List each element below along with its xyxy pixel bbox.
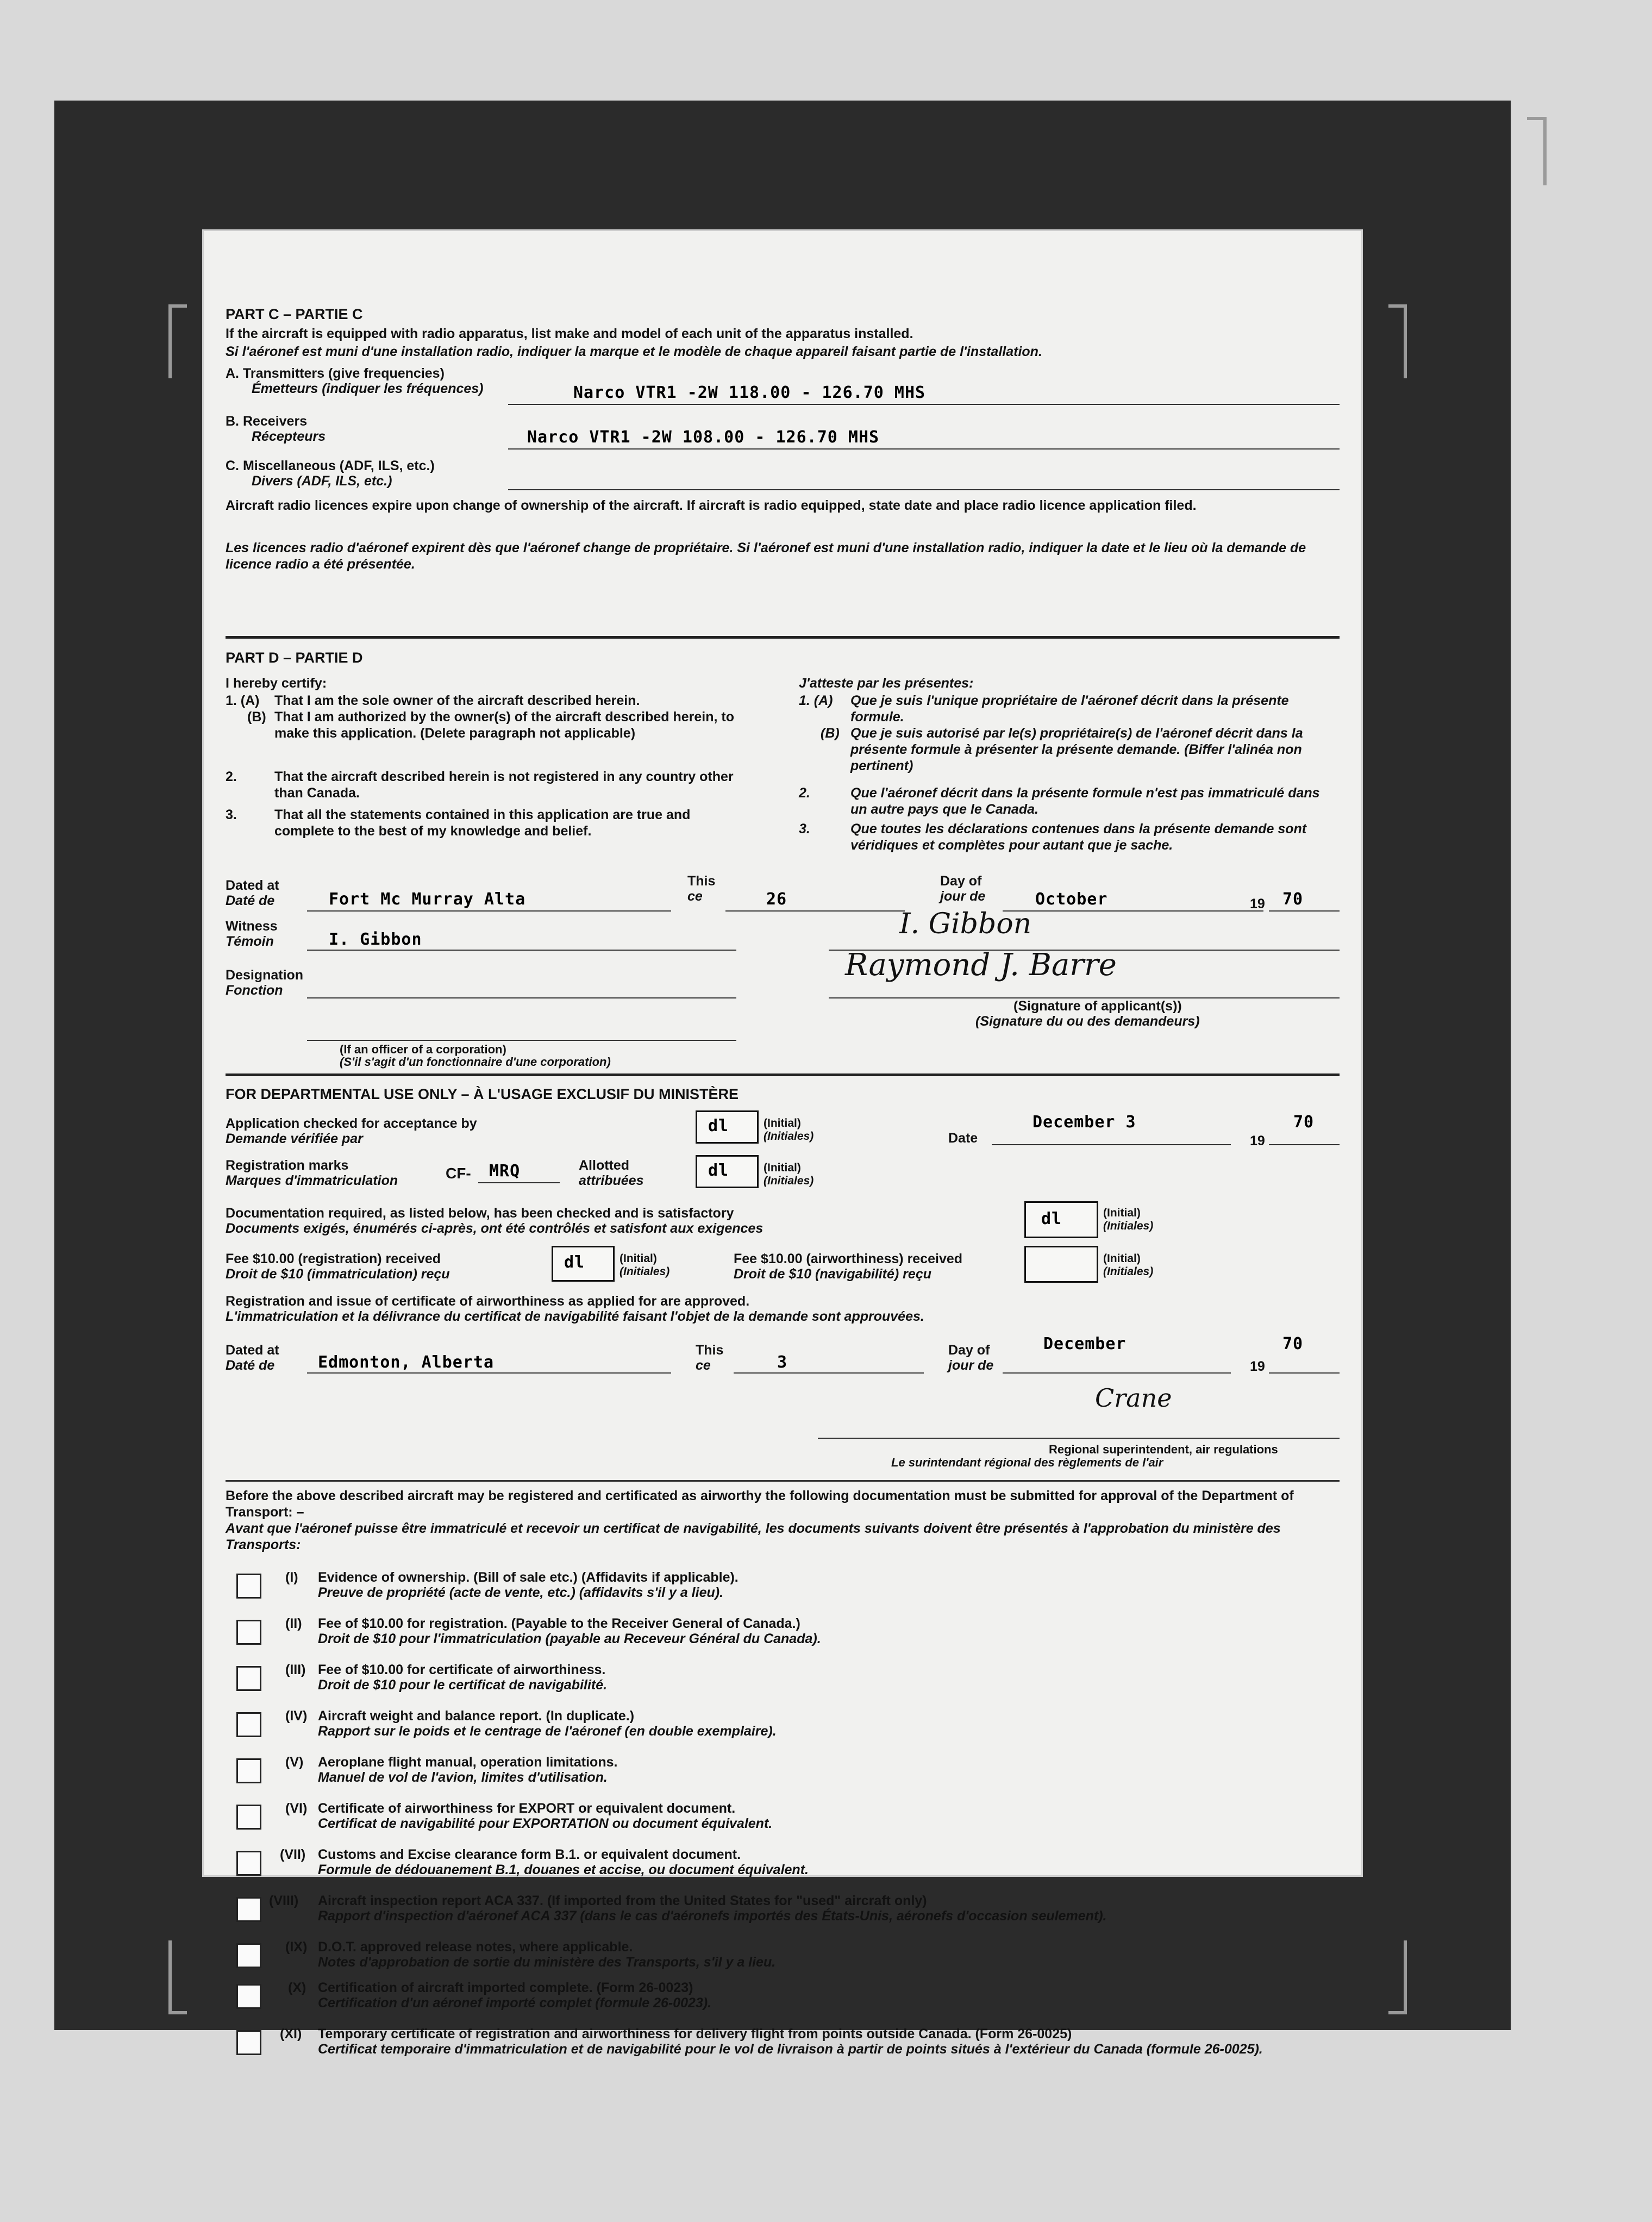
transmitters-label-en: A. Transmitters (give frequencies)	[226, 366, 445, 381]
doc-item-3-fr: Droit de $10 pour le certificat de navigabilité.	[318, 1677, 608, 1693]
doc-item-4-fr: Rapport sur le poids et le centrage de l'aéronef (en double exemplaire).	[318, 1724, 777, 1739]
doc-checkbox-4[interactable]	[236, 1712, 261, 1737]
witness-signature: I. Gibbon	[899, 908, 1032, 940]
dept-this-line	[734, 1372, 924, 1374]
superintendent-line	[818, 1438, 1340, 1439]
doc-item-9-num: (IX)	[285, 1939, 308, 1955]
doc-item-4-num: (IV)	[285, 1708, 308, 1724]
fee-reg-initial-value: dl	[564, 1253, 585, 1272]
officer-note-en: (If an officer of a corporation)	[340, 1043, 506, 1056]
certify-fr: J'atteste par les présentes:	[799, 676, 974, 691]
doc-req-en: Documentation required, as listed below, has been checked and is satisfactory	[226, 1206, 734, 1221]
corner-mark-top-left	[168, 304, 187, 378]
certify-en: I hereby certify:	[226, 676, 327, 691]
allotted-label-en: Allotted	[579, 1158, 630, 1173]
corner-mark-top-right	[1388, 304, 1407, 378]
reg-marks-label-fr: Marques d'immatriculation	[226, 1173, 398, 1188]
pd-year-value: 70	[1282, 890, 1304, 909]
cert-en-1b-text: That I am authorized by the owner(s) of the aircraft described herein, to make this application. (Delete paragraph not applicable)	[274, 709, 734, 741]
receivers-label-fr: Récepteurs	[252, 429, 326, 444]
fee-reg-en: Fee $10.00 (registration) received	[226, 1251, 441, 1266]
superintendent-en: Regional superintendent, air regulations	[1049, 1443, 1278, 1456]
pd-month-line	[1003, 910, 1263, 912]
dept-year-line	[1269, 1372, 1340, 1374]
doc-item-11-en: Temporary certificate of registration and airworthiness for delivery flight from points outside Canada. (Form 26-0025)	[318, 2026, 1072, 2042]
checked-initial-fr: (Initiales)	[764, 1130, 814, 1143]
dept-this-value: 3	[777, 1353, 788, 1372]
date-label: Date	[948, 1131, 978, 1146]
transmitters-line	[508, 404, 1340, 405]
officer-line	[307, 1040, 736, 1041]
superintendent-fr: Le surintendant régional des règlements de l'air	[891, 1456, 1163, 1469]
part-c-heading: PART C – PARTIE C	[226, 306, 363, 322]
date-value: December 3	[1032, 1113, 1136, 1132]
allotted-label-fr: attribuées	[579, 1173, 644, 1188]
checked-initial-value: dl	[708, 1116, 729, 1135]
pd-dated-at-fr: Daté de	[226, 893, 275, 908]
receivers-label-en: B. Receivers	[226, 414, 308, 429]
date-line	[992, 1144, 1231, 1145]
docs-intro-en: Before the above described aircraft may be registered and certificated as airworthy the following documentation must be submitted for approval of the Department of Transport: –	[226, 1488, 1294, 1520]
pd-this-line	[725, 910, 905, 912]
doc-item-6-en: Certificate of airworthiness for EXPORT or equivalent document.	[318, 1801, 736, 1816]
doc-item-1-en: Evidence of ownership. (Bill of sale etc.) (Affidavits if applicable).	[318, 1570, 739, 1585]
doc-item-5-en: Aeroplane flight manual, operation limitations.	[318, 1755, 618, 1770]
doc-initial-box	[1024, 1201, 1098, 1238]
dept-month-line	[1003, 1372, 1231, 1374]
allotted-initial-box	[696, 1155, 759, 1188]
cert-fr-2-num: 2.	[799, 785, 810, 801]
doc-checkbox-7[interactable]	[236, 1851, 261, 1876]
dept-this-fr: ce	[696, 1358, 711, 1373]
corner-mark-bottom-left	[168, 1940, 187, 2014]
cert-fr-3-num: 3.	[799, 821, 810, 837]
doc-item-7-fr: Formule de dédouanement B.1, douanes et accise, ou document équivalent.	[318, 1862, 809, 1877]
doc-item-10-en: Certification of aircraft imported complete. (Form 26-0023)	[318, 1980, 693, 1995]
applicant-sig-caption-fr: (Signature du ou des demandeurs)	[975, 1014, 1200, 1029]
fee-reg-initial-box	[552, 1246, 615, 1282]
pd-dated-at-line	[307, 910, 671, 912]
checked-initial-box	[696, 1110, 759, 1144]
doc-item-7-en: Customs and Excise clearance form B.1. or equivalent document.	[318, 1847, 741, 1862]
dept-this-en: This	[696, 1343, 724, 1358]
pd-year-prefix: 19	[1250, 896, 1265, 912]
doc-item-4-en: Aircraft weight and balance report. (In duplicate.)	[318, 1708, 635, 1724]
fee-air-en: Fee $10.00 (airworthiness) received	[734, 1251, 963, 1266]
pd-this-en: This	[687, 873, 716, 889]
cf-prefix: CF-	[446, 1165, 471, 1182]
pd-this-value: 26	[766, 890, 787, 909]
doc-initial-en: (Initial)	[1103, 1207, 1141, 1219]
approved-fr: L'immatriculation et la délivrance du certificat de navigabilité faisant l'objet de la demande sont approuvées.	[226, 1309, 924, 1324]
designation-line	[307, 997, 736, 998]
cert-en-2-text: That the aircraft described herein is not registered in any country other than Canada.	[274, 769, 734, 801]
cert-fr-1a-num: 1. (A)	[799, 693, 833, 708]
cert-en-1b-num: (B)	[247, 709, 266, 725]
doc-checkbox-5[interactable]	[236, 1758, 261, 1783]
cert-fr-1b-text: Que je suis autorisé par le(s) propriétaire(s) de l'aéronef décrit dans la présente formule à présenter la présente demande. (Biffer l'alinéa non pertinent)	[850, 726, 1303, 773]
designation-label-en: Designation	[226, 968, 304, 983]
cert-en-3-text: That all the statements contained in this application are true and complete to the best of my knowledge and belief.	[274, 807, 691, 839]
doc-item-8-num: (VIII)	[269, 1893, 299, 1908]
doc-checkbox-11[interactable]	[236, 2030, 261, 2055]
witness-label-fr: Témoin	[226, 934, 274, 949]
doc-item-9-fr: Notes d'approbation de sortie du ministère des Transports, s'il y a lieu.	[318, 1955, 776, 1970]
reg-marks-label-en: Registration marks	[226, 1158, 349, 1173]
cert-en-1a-text: That I am the sole owner of the aircraft described herein.	[274, 693, 640, 708]
approved-en: Registration and issue of certificate of airworthiness as applied for are approved.	[226, 1294, 750, 1309]
part-c-intro-en: If the aircraft is equipped with radio apparatus, list make and model of each unit of the apparatus installed.	[226, 326, 913, 341]
cf-line	[478, 1182, 560, 1183]
pd-day-of-en: Day of	[940, 873, 982, 889]
doc-item-6-num: (VI)	[285, 1801, 308, 1816]
doc-item-9-en: D.O.T. approved release notes, where applicable.	[318, 1939, 633, 1955]
checked-label-fr: Demande vérifiée par	[226, 1131, 363, 1146]
superintendent-signature: Crane	[1095, 1383, 1172, 1413]
pd-this-fr: ce	[687, 889, 703, 904]
pd-year-line	[1269, 910, 1340, 912]
doc-checkbox-9[interactable]	[236, 1943, 261, 1968]
witness-label-en: Witness	[226, 919, 278, 934]
dept-dated-at-fr: Daté de	[226, 1358, 275, 1373]
dept-heading: FOR DEPARTMENTAL USE ONLY – À L'USAGE EXCLUSIF DU MINISTÈRE	[226, 1086, 739, 1102]
doc-item-2-fr: Droit de $10 pour l'immatriculation (payable au Receveur Général du Canada).	[318, 1631, 821, 1646]
doc-item-11-fr: Certificat temporaire d'immatriculation et de navigabilité pour le vol de livraison à partir de points situés à l'extérieur du Canada (formule 26-0025).	[318, 2042, 1263, 2057]
transmitters-value: Narco VTR1 -2W 118.00 - 126.70 MHS	[573, 383, 926, 402]
cert-en-1a-num: 1. (A)	[226, 693, 260, 708]
dept-dated-at-line	[307, 1372, 671, 1374]
form-page	[204, 231, 1361, 2057]
cert-fr-1a-text: Que je suis l'unique propriétaire de l'aéronef décrit dans la présente formule.	[850, 693, 1289, 725]
misc-label-en: C. Miscellaneous (ADF, ILS, etc.)	[226, 458, 435, 473]
part-c-intro-fr: Si l'aéronef est muni d'une installation radio, indiquer la marque et le modèle de chaque appareil faisant partie de l'installation.	[226, 344, 1042, 359]
doc-item-1-num: (I)	[285, 1570, 298, 1585]
doc-item-1-fr: Preuve de propriété (acte de vente, etc.) (affidavits s'il y a lieu).	[318, 1585, 724, 1600]
doc-checkbox-3[interactable]	[236, 1666, 261, 1691]
cert-en-2-num: 2.	[226, 769, 237, 784]
doc-checkbox-8[interactable]	[236, 1897, 261, 1922]
doc-item-8-en: Aircraft inspection report ACA 337. (If imported from the United States for "used" aircraft only)	[318, 1893, 927, 1908]
cf-value: MRQ	[489, 1162, 521, 1181]
witness-value: I. Gibbon	[329, 930, 422, 949]
corner-mark-bottom-right	[1388, 1940, 1407, 2014]
doc-checkbox-2[interactable]	[236, 1620, 261, 1645]
fee-air-fr: Droit de $10 (navigabilité) reçu	[734, 1266, 931, 1282]
doc-item-10-num: (X)	[288, 1980, 306, 1995]
date-year-value: 70	[1293, 1113, 1315, 1132]
designation-label-fr: Fonction	[226, 983, 283, 998]
doc-checkbox-1[interactable]	[236, 1574, 261, 1599]
dept-year-prefix: 19	[1250, 1359, 1265, 1374]
doc-item-11-num: (XI)	[280, 2026, 302, 2042]
cert-fr-1b-num: (B)	[821, 726, 840, 741]
doc-item-2-en: Fee of $10.00 for registration. (Payable to the Receiver General of Canada.)	[318, 1616, 800, 1631]
dept-rule	[226, 1073, 1340, 1076]
fee-reg-initial-fr: (Initiales)	[620, 1265, 670, 1278]
licence-note-en: Aircraft radio licences expire upon change of ownership of the aircraft. If aircraft is radio equipped, state date and place radio licence application filed.	[226, 498, 1197, 513]
date-year-line	[1269, 1144, 1340, 1145]
part-d-rule	[226, 636, 1340, 639]
part-d-heading: PART D – PARTIE D	[226, 650, 363, 666]
dept-day-of-en: Day of	[948, 1343, 990, 1358]
doc-checkbox-6[interactable]	[236, 1805, 261, 1830]
fee-air-initial-en: (Initial)	[1103, 1252, 1141, 1265]
fee-air-initial-box	[1024, 1246, 1098, 1283]
doc-item-10-fr: Certification d'un aéronef importé complet (formule 26-0023).	[318, 1995, 712, 2011]
docs-intro-fr: Avant que l'aéronef puisse être immatriculé et recevoir un certificat de navigabilité, les documents suivants doivent être présentés à l'approbation du ministère des Transports:	[226, 1521, 1281, 1552]
doc-item-6-fr: Certificat de navigabilité pour EXPORTATION ou document équivalent.	[318, 1816, 773, 1831]
misc-label-fr: Divers (ADF, ILS, etc.)	[252, 473, 392, 489]
doc-checkbox-10[interactable]	[236, 1984, 261, 2009]
receivers-line	[508, 448, 1340, 450]
pd-dated-at-en: Dated at	[226, 878, 279, 893]
licence-note-fr: Les licences radio d'aéronef expirent dès que l'aéronef change de propriétaire. Si l'aéronef est muni d'une installation radio, indiquer la date et le lieu où la demande de licence radio a été présentée.	[226, 540, 1306, 572]
applicant-signature: Raymond J. Barre	[845, 947, 1117, 983]
doc-item-2-num: (II)	[285, 1616, 302, 1631]
allotted-initial-en: (Initial)	[764, 1162, 801, 1174]
misc-line	[508, 489, 1340, 490]
fee-reg-initial-en: (Initial)	[620, 1252, 657, 1265]
witness-line	[307, 950, 736, 951]
dept-day-of-fr: jour de	[948, 1358, 994, 1373]
cert-fr-3-text: Que toutes les déclarations contenues dans la présente demande sont véridiques et complètes pour autant que je sache.	[850, 821, 1307, 853]
pd-day-of-fr: jour de	[940, 889, 986, 904]
doc-item-5-fr: Manuel de vol de l'avion, limites d'utilisation.	[318, 1770, 608, 1785]
dept-year-value: 70	[1282, 1334, 1304, 1353]
doc-item-3-en: Fee of $10.00 for certificate of airworthiness.	[318, 1662, 606, 1677]
doc-item-5-num: (V)	[285, 1755, 304, 1770]
corner-mark-outer-right	[1527, 117, 1547, 185]
cert-en-3-num: 3.	[226, 807, 237, 822]
fee-air-initial-fr: (Initiales)	[1103, 1265, 1154, 1278]
applicant-sig-caption-en: (Signature of applicant(s))	[1013, 998, 1182, 1014]
doc-initial-value: dl	[1041, 1209, 1062, 1228]
docs-rule	[226, 1480, 1340, 1482]
pd-month-value: October	[1035, 890, 1108, 909]
checked-label-en: Application checked for acceptance by	[226, 1116, 477, 1131]
doc-req-fr: Documents exigés, énumérés ci-après, ont été contrôlés et satisfont aux exigences	[226, 1221, 764, 1236]
receivers-value: Narco VTR1 -2W 108.00 - 126.70 MHS	[527, 428, 880, 447]
date-year-prefix: 19	[1250, 1133, 1265, 1149]
doc-initial-fr: (Initiales)	[1103, 1220, 1154, 1232]
dept-dated-at-en: Dated at	[226, 1343, 279, 1358]
dept-month-value: December	[1043, 1334, 1127, 1353]
officer-note-fr: (S'il s'agit d'un fonctionnaire d'une corporation)	[340, 1055, 611, 1069]
allotted-initial-value: dl	[708, 1161, 729, 1180]
doc-item-8-fr: Rapport d'inspection d'aéronef ACA 337 (dans le cas d'aéronefs importés des États-Unis, aéronefs d'occasion seulement).	[318, 1908, 1107, 1924]
cert-fr-2-text: Que l'aéronef décrit dans la présente formule n'est pas immatriculé dans un autre pays que le Canada.	[850, 785, 1320, 817]
pd-dated-at-value: Fort Mc Murray Alta	[329, 890, 526, 909]
allotted-initial-fr: (Initiales)	[764, 1175, 814, 1187]
fee-reg-fr: Droit de $10 (immatriculation) reçu	[226, 1266, 450, 1282]
checked-initial-en: (Initial)	[764, 1117, 801, 1129]
dept-dated-at-value: Edmonton, Alberta	[318, 1353, 495, 1372]
transmitters-label-fr: Émetteurs (indiquer les fréquences)	[252, 381, 484, 396]
doc-item-7-num: (VII)	[280, 1847, 306, 1862]
doc-item-3-num: (III)	[285, 1662, 306, 1677]
